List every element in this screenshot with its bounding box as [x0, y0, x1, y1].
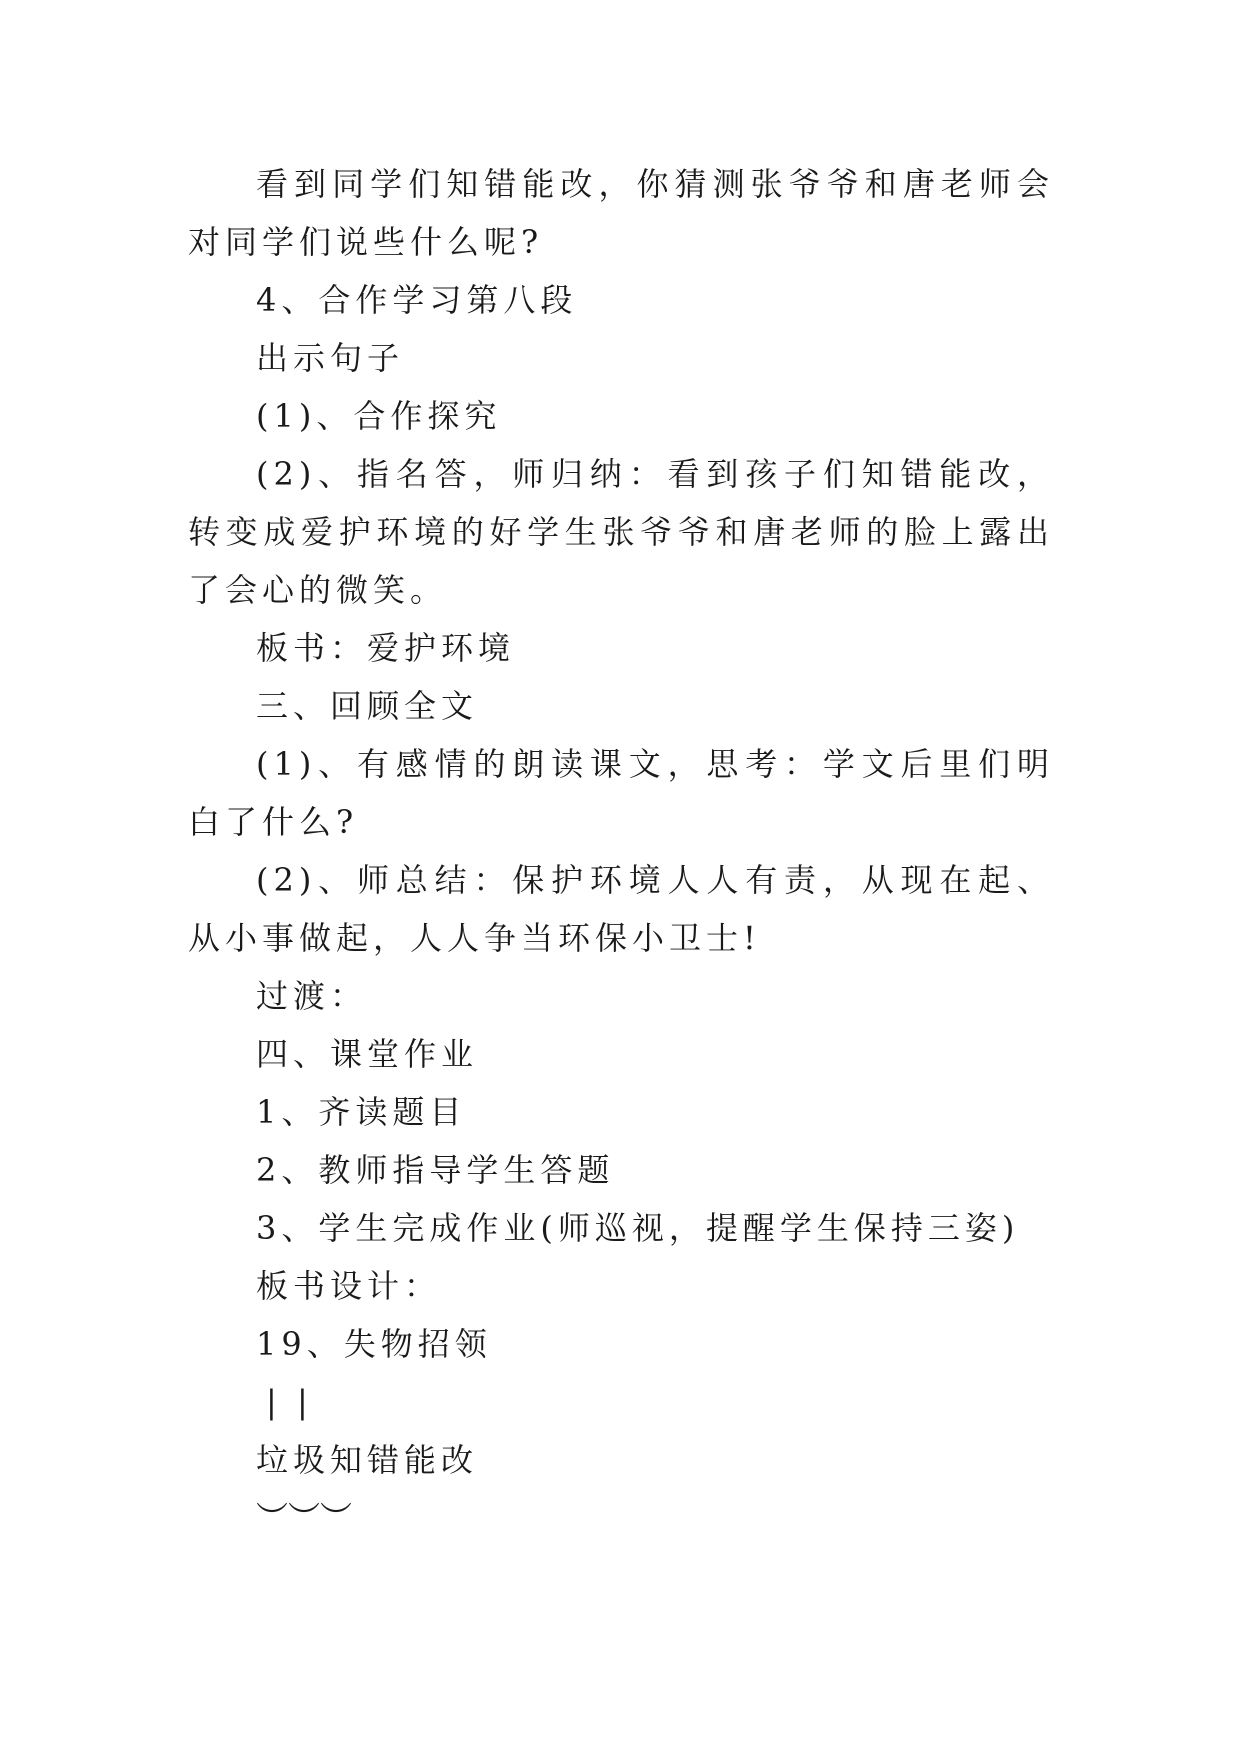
list-item-read-questions: 1、齐读题目 [256, 1093, 467, 1131]
paragraph-conclusion: (2)、师总结：保护环境人人有责，从现在起、从小事做起，人人争当环保小卫士! [188, 861, 1054, 957]
paragraph-show-sentence: 出示句子 [256, 339, 405, 377]
heading-board-design: 板书设计： [256, 1267, 442, 1305]
paragraph-explore: (1)、合作探究 [256, 397, 502, 435]
board-subtitle: 垃圾知错能改 [256, 1441, 479, 1479]
paragraph-read-aloud: (1)、有感情的朗读课文，思考：学文后里们明白了什么? [188, 745, 1054, 841]
heading-classwork: 四、课堂作业 [256, 1035, 479, 1073]
paragraph-guess-what-said: 看到同学们知错能改，你猜测张爷爷和唐老师会对同学们说些什么呢? [188, 165, 1054, 261]
paragraph-teacher-summary: (2)、指名答，师归纳：看到孩子们知错能改，转变成爱护环境的好学生张爷爷和唐老师的脸上露出了会心的微笑。 [188, 455, 1054, 609]
list-item-teacher-guide: 2、教师指导学生答题 [256, 1151, 615, 1189]
list-item-students-complete: 3、学生完成作业(师巡视，提醒学生保持三姿) [256, 1209, 1020, 1247]
paragraph-cooperative-learning: 4、合作学习第八段 [256, 281, 578, 319]
board-title: 19、失物招领 [256, 1325, 492, 1363]
document-page [188, 155, 1054, 1547]
paragraph-board-note: 板书：爱护环境 [256, 629, 516, 667]
board-brace-marks: ︶︶︶ [256, 1499, 353, 1537]
board-connector-lines: | | [266, 1383, 313, 1421]
paragraph-transition: 过渡： [256, 977, 368, 1015]
heading-review: 三、回顾全文 [256, 687, 479, 725]
